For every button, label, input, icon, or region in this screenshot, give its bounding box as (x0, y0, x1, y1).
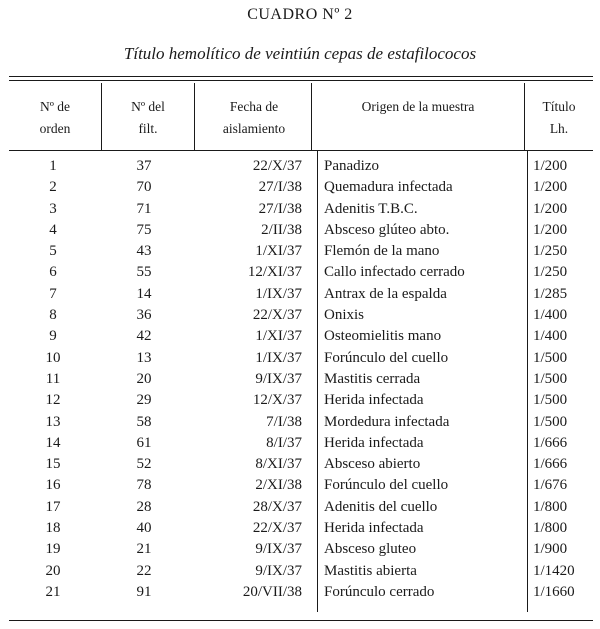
cell-orden: 16 (45, 477, 61, 494)
top-rule-1 (9, 76, 593, 77)
cell-origen: Herida infectada (324, 392, 424, 409)
cell-orden: 5 (49, 243, 57, 260)
cell-titulo: 1/200 (533, 158, 568, 174)
cell-fecha: 2/XI/38 (255, 477, 302, 494)
cell-fecha: 1/IX/37 (255, 349, 302, 366)
cell-filt: 40 (136, 520, 152, 537)
cell-orden: 3 (49, 200, 57, 217)
cell-titulo: 1/800 (533, 520, 568, 537)
cell-fecha: 9/IX/37 (255, 370, 302, 387)
cell-titulo: 1/250 (533, 264, 568, 281)
cell-fecha: 12/X/37 (252, 392, 302, 409)
cell-filt: 61 (136, 434, 152, 451)
cell-filt: 29 (136, 392, 152, 409)
header-fecha-line1: Fecha de (229, 99, 279, 114)
cell-orden: 19 (45, 541, 61, 558)
cell-filt: 14 (136, 285, 152, 302)
cell-origen: Flemón de la mano (324, 243, 440, 260)
cell-origen: Absceso glúteo abto. (324, 221, 450, 238)
header-divider-4 (524, 83, 525, 150)
cell-titulo: 1/500 (533, 370, 568, 387)
cell-origen: Onixis (324, 307, 365, 324)
table-row (0, 369, 600, 390)
cell-titulo: 1/200 (533, 221, 568, 238)
cell-titulo: 1/1660 (533, 583, 575, 600)
cell-fecha: 8/I/37 (266, 434, 302, 451)
cell-origen: Absceso abierto (324, 456, 421, 473)
cell-filt: 13 (136, 349, 152, 366)
cell-fecha: 22/X/37 (252, 520, 302, 537)
cell-filt: 42 (136, 328, 152, 345)
cell-titulo: 1/400 (533, 328, 568, 345)
cell-filt: 55 (136, 264, 152, 281)
cell-origen: Panadizo (324, 158, 379, 174)
cell-origen: Antrax de la espalda (324, 285, 447, 302)
header-fecha (200, 96, 308, 144)
cell-titulo: 1/666 (533, 456, 568, 473)
cell-orden: 1 (49, 158, 57, 174)
header-titulo-line2: Lh. (549, 121, 569, 136)
cell-fecha: 9/IX/37 (255, 541, 302, 558)
cell-filt: 37 (136, 158, 152, 174)
table-row (0, 199, 600, 220)
cell-titulo: 1/200 (533, 179, 568, 196)
table-row (0, 497, 600, 518)
cell-origen: Absceso gluteo (324, 541, 417, 558)
header-origen (315, 96, 521, 144)
header-fecha-line2: aislamiento (222, 121, 286, 136)
cell-origen: Forúnculo del cuello (324, 349, 449, 366)
cell-origen: Herida infectada (324, 520, 424, 537)
cell-titulo: 1/250 (533, 243, 568, 260)
cell-filt: 28 (136, 498, 152, 515)
table-row (0, 177, 600, 198)
table-row (0, 390, 600, 411)
cell-titulo: 1/666 (533, 434, 568, 451)
cell-fecha: 8/XI/37 (255, 456, 302, 473)
cell-origen: Mordedura infectada (324, 413, 450, 430)
cell-origen: Callo infectado cerrado (324, 264, 465, 281)
table-row (0, 539, 600, 560)
table-row (0, 305, 600, 326)
cell-filt: 36 (136, 307, 152, 324)
table-row (0, 518, 600, 539)
cell-orden: 8 (49, 307, 57, 324)
header-orden (18, 96, 92, 144)
cell-orden: 15 (45, 456, 61, 473)
cell-orden: 7 (49, 285, 57, 302)
cell-orden: 11 (45, 370, 61, 387)
header-rule (9, 150, 593, 151)
cell-fecha: 20/VII/38 (242, 583, 302, 600)
cell-fecha: 7/I/38 (266, 413, 302, 430)
cell-orden: 6 (49, 264, 57, 281)
cell-titulo: 1/800 (533, 498, 568, 515)
cell-fecha: 2/II/38 (261, 221, 302, 238)
cell-fecha: 1/XI/37 (255, 328, 302, 345)
cell-filt: 91 (136, 583, 152, 600)
table-caption: CUADRO Nº 2 (247, 6, 353, 23)
cell-origen: Forúnculo cerrado (324, 583, 435, 600)
cell-orden: 21 (45, 583, 61, 600)
table-row (0, 412, 600, 433)
header-filt-line1: Nº del (131, 99, 165, 114)
table-row (0, 284, 600, 305)
cell-orden: 13 (45, 413, 61, 430)
cell-orden: 9 (49, 328, 57, 345)
cell-filt: 22 (136, 562, 152, 579)
table-title: Título hemolítico de veintiún cepas de estafilococos (123, 44, 477, 63)
cell-titulo: 1/285 (533, 285, 568, 302)
table-row (0, 582, 600, 603)
cell-fecha: 12/XI/37 (247, 264, 302, 281)
cell-origen: Herida infectada (324, 434, 424, 451)
header-divider-3 (311, 83, 312, 150)
table-row (0, 241, 600, 262)
cell-titulo: 1/500 (533, 392, 568, 409)
cell-origen: Forúnculo del cuello (324, 477, 449, 494)
table-row (0, 220, 600, 241)
cell-filt: 21 (136, 541, 152, 558)
header-origen-line1: Origen de la muestra (361, 99, 475, 114)
cell-filt: 58 (136, 413, 152, 430)
cell-titulo: 1/500 (533, 413, 568, 430)
header-titulo (528, 96, 590, 144)
table-row (0, 454, 600, 475)
cell-filt: 75 (136, 221, 152, 238)
cell-orden: 18 (45, 520, 61, 537)
cell-titulo: 1/200 (533, 200, 568, 217)
table-row (0, 561, 600, 582)
cell-fecha: 22/X/37 (252, 307, 302, 324)
header-orden-line2: orden (39, 121, 71, 136)
cell-filt: 71 (136, 200, 152, 217)
cell-fecha: 9/IX/37 (255, 562, 302, 579)
cell-fecha: 27/I/38 (258, 200, 302, 217)
cell-origen: Osteomielitis mano (324, 328, 442, 345)
cell-fecha: 1/XI/37 (255, 243, 302, 260)
header-divider-1 (101, 83, 102, 150)
table-body (0, 156, 600, 603)
cell-origen: Mastitis abierta (324, 562, 417, 579)
table-row (0, 433, 600, 454)
cell-origen: Quemadura infectada (324, 179, 453, 196)
cell-filt: 70 (136, 179, 152, 196)
cell-fecha: 1/IX/37 (255, 285, 302, 302)
table-row (0, 475, 600, 496)
cell-fecha: 27/I/38 (258, 179, 302, 196)
table-row (0, 262, 600, 283)
bottom-rule (9, 620, 593, 621)
cell-fecha: 22/X/37 (252, 158, 302, 174)
cell-filt: 43 (136, 243, 152, 260)
cell-orden: 4 (49, 221, 57, 238)
cell-origen: Adenitis del cuello (324, 498, 438, 515)
header-titulo-line1: Título (542, 99, 576, 114)
top-rule-2 (9, 80, 593, 81)
cell-titulo: 1/400 (533, 307, 568, 324)
header-filt (110, 96, 186, 144)
header-filt-line2: filt. (138, 121, 158, 136)
cell-titulo: 1/500 (533, 349, 568, 366)
cell-fecha: 28/X/37 (252, 498, 302, 515)
cell-orden: 12 (45, 392, 61, 409)
cell-orden: 20 (45, 562, 61, 579)
cell-filt: 78 (136, 477, 152, 494)
cell-orden: 2 (49, 179, 57, 196)
cell-filt: 20 (136, 370, 152, 387)
cell-origen: Mastitis cerrada (324, 370, 421, 387)
cell-orden: 14 (45, 434, 61, 451)
cell-filt: 52 (136, 456, 152, 473)
table-row (0, 348, 600, 369)
header-orden-line1: Nº de (39, 99, 71, 114)
cell-origen: Adenitis T.B.C. (324, 200, 418, 217)
cell-titulo: 1/900 (533, 541, 568, 558)
cell-orden: 17 (45, 498, 61, 515)
table-row (0, 326, 600, 347)
cell-titulo: 1/1420 (533, 562, 575, 579)
header-divider-2 (194, 83, 195, 150)
cell-titulo: 1/676 (533, 477, 568, 494)
cell-orden: 10 (45, 349, 61, 366)
table-row (0, 156, 600, 177)
